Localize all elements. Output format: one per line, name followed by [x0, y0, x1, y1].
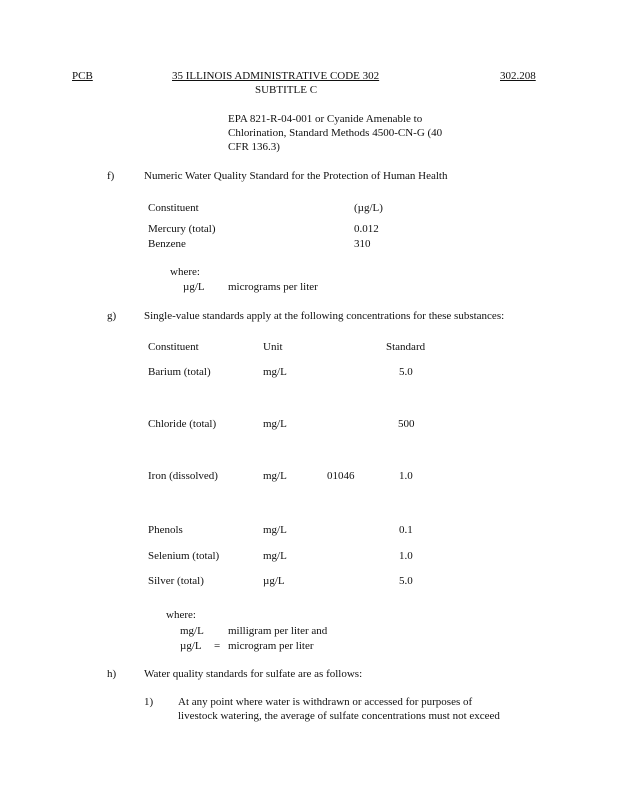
section-h-item-line-1: At any point where water is withdrawn or accessed for purposes of — [178, 696, 473, 708]
section-g-def-2-eq: = — [214, 640, 221, 652]
table-row-phenols-standard: 0.1 — [399, 524, 413, 536]
table-row-iron-name: Iron (dissolved) — [148, 470, 218, 482]
section-g-def-2-text: microgram per liter — [228, 640, 314, 652]
table-row-silver-unit: µg/L — [263, 575, 285, 587]
section-f-def-text: micrograms per liter — [228, 281, 318, 293]
section-g-def-1-text: milligram per liter and — [228, 625, 328, 637]
section-h-item-label: 1) — [144, 696, 154, 708]
section-f-row-1-name: Mercury (total) — [148, 223, 216, 235]
section-f-row-2-value: 310 — [354, 238, 371, 250]
section-g-heading: Single-value standards apply at the following concentrations for these substances: — [144, 310, 505, 322]
section-g-col-constituent: Constituent — [148, 341, 199, 353]
header-subtitle: SUBTITLE C — [255, 84, 318, 96]
section-f-row-1-value: 0.012 — [354, 223, 379, 235]
table-row-iron-code: 01046 — [327, 470, 355, 482]
section-g-def-2-abbr: µg/L — [180, 640, 202, 652]
section-f-where: where: — [170, 266, 200, 278]
section-f-def-abbr: µg/L — [183, 281, 205, 293]
header-title: 35 ILLINOIS ADMINISTRATIVE CODE 302 — [172, 70, 380, 82]
section-f-col-constituent: Constituent — [148, 202, 199, 214]
table-row-selenium-unit: mg/L — [263, 550, 287, 562]
table-row-silver-name: Silver (total) — [148, 575, 204, 587]
header-section-number: 302.208 — [500, 70, 536, 82]
intro-line-3: CFR 136.3) — [228, 141, 280, 153]
intro-line-2: Chlorination, Standard Methods 4500-CN-G (40 — [228, 127, 443, 139]
header-left: PCB — [72, 70, 93, 82]
table-row-selenium-name: Selenium (total) — [148, 550, 220, 562]
table-row-selenium-standard: 1.0 — [399, 550, 413, 562]
section-g-col-unit: Unit — [263, 341, 283, 353]
section-h-item-line-2: livestock watering, the average of sulfate concentrations must not exceed — [178, 710, 500, 722]
section-g-label: g) — [107, 310, 117, 322]
section-f-row-2-name: Benzene — [148, 238, 186, 250]
intro-line-1: EPA 821-R-04-001 or Cyanide Amenable to — [228, 113, 423, 125]
table-row-barium-unit: mg/L — [263, 366, 287, 378]
table-row-phenols-name: Phenols — [148, 524, 183, 536]
section-g-col-standard: Standard — [386, 341, 426, 353]
section-f-label: f) — [107, 170, 115, 182]
table-row-chloride-unit: mg/L — [263, 418, 287, 430]
table-row-barium-name: Barium (total) — [148, 366, 211, 378]
table-row-chloride-standard: 500 — [398, 418, 415, 430]
table-row-chloride-name: Chloride (total) — [148, 418, 217, 430]
section-h-label: h) — [107, 668, 117, 680]
section-g-def-1-abbr: mg/L — [180, 625, 204, 637]
section-h-heading: Water quality standards for sulfate are as follows: — [144, 668, 363, 680]
table-row-silver-standard: 5.0 — [399, 575, 413, 587]
section-f-heading: Numeric Water Quality Standard for the Protection of Human Health — [144, 170, 448, 182]
section-g-where: where: — [166, 609, 196, 621]
table-row-iron-standard: 1.0 — [399, 470, 413, 482]
table-row-phenols-unit: mg/L — [263, 524, 287, 536]
table-row-barium-standard: 5.0 — [399, 366, 413, 378]
section-f-col-unit: (µg/L) — [354, 202, 383, 214]
table-row-iron-unit: mg/L — [263, 470, 287, 482]
